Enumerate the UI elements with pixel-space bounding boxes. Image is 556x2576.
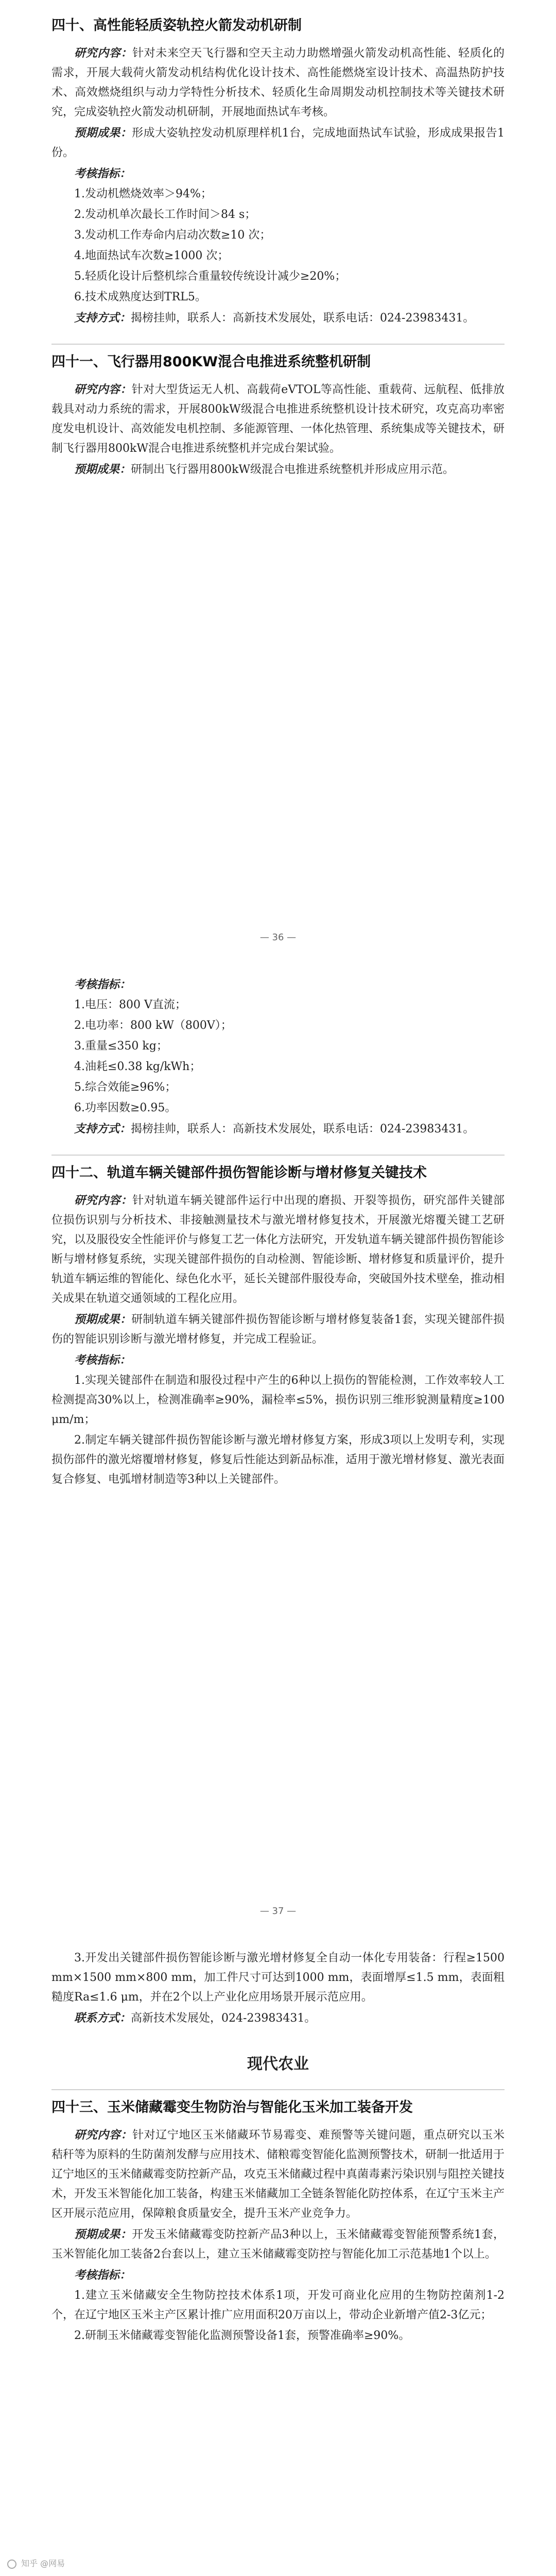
section-title: 四十三、玉米储藏霉变生物防治与智能化玉米加工装备开发	[51, 2089, 505, 2118]
labeled-paragraph	[51, 2125, 505, 2224]
paragraph-label: 预期成果：	[74, 126, 132, 140]
list-item: 1.建立玉米储藏安全生物防控技术体系1项，开发可商业化应用的生物防控菌剂1-2个，在辽宁地区玉米主产区累计推广应用面积20万亩以上，带动企业新增产值2-3亿元；	[51, 2289, 505, 2321]
list-item: 2.电功率：800 kW（800V）；	[74, 1019, 232, 1032]
list-item: 1.发动机燃烧效率＞94%；	[74, 188, 212, 200]
page-content	[51, 1948, 505, 2346]
paragraph-label: 支持方式：	[74, 311, 131, 325]
labeled-paragraph	[51, 460, 505, 480]
list-item: 4.地面热试车次数≥1000 次；	[74, 249, 229, 262]
document-page-3	[0, 1947, 556, 2576]
paragraph-text: 形成大姿轨控发动机原理样机1台，完成地面热试车试验，形成成果报告1份。	[51, 127, 505, 159]
section-title: 四十一、飞行器用800KW混合电推进系统整机研制	[51, 344, 505, 372]
subheading: 考核指标：	[74, 1353, 131, 1367]
list-item: 1.实现关键部件在制造和服役过程中产生的6种以上损伤的智能检测，工作效率较人工检测提高30%以上，检测准确率≥90%，漏检率≤5%，损伤识别三维形貌测量精度≥100 μm/m；	[51, 1374, 505, 1426]
paragraph-text: 针对轨道车辆关键部件运行中出现的磨损、开裂等损伤，研究部件关键部位损伤识别与分析技术、非接触测量技术与激光增材修复技术，开展激光熔覆关键工艺研究，以及服役安全性能评价与修复工艺一体化方法研究，开发轨道车辆关键部件损伤智能诊断与增材修复系统，实现关键部件损伤的自动检测、智能诊断、增材修复和质量评价，提升轨道车辆运维的智能化、绿色化水平，延长关键部件服役寿命，突破国外技术壁垒，推动相关成果在轨道交通领域的工程化应用。	[51, 1194, 505, 1305]
labeled-paragraph	[51, 308, 505, 328]
paragraph-label: 预期成果：	[74, 1313, 132, 1326]
labeled-paragraph	[51, 1310, 505, 1349]
paragraph-text: 研制轨道车辆关键部件损伤智能诊断与增材修复装备1套，实现关键部件损伤的智能识别诊断与激光增材修复，并完成工程验证。	[51, 1313, 505, 1346]
paragraph-label: 研究内容：	[74, 46, 133, 60]
paragraph-text: 研制出飞行器用800kW级混合电推进系统整机并形成应用示范。	[131, 463, 454, 476]
list-item: 6.功率因数≥0.95。	[74, 1101, 177, 1114]
list-item: 5.综合效能≥96%；	[74, 1081, 177, 1094]
labeled-paragraph	[51, 123, 505, 163]
page-content	[51, 15, 505, 480]
paragraph-label: 预期成果：	[74, 2228, 132, 2241]
labeled-paragraph	[51, 380, 505, 459]
page-number: — 36 —	[259, 932, 297, 943]
subheading: 考核指标：	[74, 167, 131, 180]
paragraph-label: 联系方式：	[74, 2011, 131, 2025]
list-item: 1.电压：800 V直流；	[74, 998, 186, 1011]
watermark-text: 知乎 @网易	[21, 2558, 65, 2568]
paragraph-label: 支持方式：	[74, 1122, 131, 1136]
labeled-paragraph	[51, 1191, 505, 1309]
labeled-paragraph	[51, 1119, 505, 1139]
document-page-1	[0, 0, 556, 974]
list-item: 2.制定车辆关键部件损伤智能诊断与激光增材修复方案，形成3项以上发明专利，实现损伤部件的激光熔覆增材修复，修复后性能达到新品标准，适用于激光增材修复、激光表面复合修复、电弧增材制造等3种以上关键部件。	[51, 1434, 505, 1486]
page-number: — 37 —	[259, 1906, 297, 1917]
list-item: 3.开发出关键部件损伤智能诊断与激光增材修复全自动一体化专用装备：行程≥1500 mm×1500 mm×800 mm，加工件尺寸可达到1000 mm，表面增厚≤1.5 mm，表面粗糙度Ra≤1.6 μm，并在2个以上产业化应用场景开展示范应用。	[51, 1952, 505, 2004]
paragraph-label: 研究内容：	[74, 2128, 133, 2142]
list-item: 2.研制玉米储藏霉变智能化监测预警设备1套，预警准确率≥90%。	[74, 2329, 410, 2342]
subheading: 考核指标：	[74, 978, 131, 991]
paragraph-text: 针对辽宁地区玉米储藏环节易霉变、难预警等关键问题，重点研究以玉米秸秆等为原料的生防菌剂发酵与应用技术、储粮霉变智能化监测预警技术，研制一批适用于辽宁地区的玉米储藏霉变防控新产品，攻克玉米储藏过程中真菌毒素污染识别与阻控关键技术，开发玉米智能化加工装备，构建玉米储藏加工全链条智能化防控体系，在辽宁玉米主产区开展示范应用，保障粮食质量安全，提升玉米产业竞争力。	[51, 2129, 505, 2220]
paragraph-label: 研究内容：	[74, 1194, 133, 1207]
category-heading: 现代农业	[247, 2055, 309, 2073]
section-title: 四十、高性能轻质姿轨控火箭发动机研制	[51, 18, 302, 33]
paragraph-text: 揭榜挂帅，联系人：高新技术发展处，联系电话：024-23983431。	[131, 312, 475, 325]
list-item: 6.技术成熟度达到TRL5。	[74, 291, 206, 303]
labeled-paragraph	[51, 2008, 505, 2028]
document-page-2	[0, 974, 556, 1947]
watermark-logo-icon	[7, 2560, 16, 2569]
subheading: 考核指标：	[74, 2268, 131, 2282]
list-item: 3.发动机工作寿命内启动次数≥10 次；	[74, 229, 271, 242]
paragraph-text: 针对大型货运无人机、高载荷eVTOL等高性能、重载荷、远航程、低排放载具对动力系统的需求，开展800kW级混合电推进系统整机设计技术研究，攻克高功率密度发电机设计、高效能发电机控制、多能源管理、一体化热管理、系统集成等关键技术，研制飞行器用800kW混合电推进系统整机并完成台架试验。	[51, 383, 505, 455]
paragraph-text: 开发玉米储藏霉变防控新产品3种以上，玉米储藏霉变智能预警系统1套，玉米智能化加工装备2台套以上，建立玉米储藏霉变防控与智能化加工示范基地1个以上。	[51, 2228, 505, 2261]
paragraph-label: 研究内容：	[74, 383, 132, 396]
watermark	[7, 2557, 65, 2569]
page-content	[51, 975, 505, 1489]
labeled-paragraph	[51, 43, 505, 122]
list-item: 3.重量≤350 kg；	[74, 1040, 168, 1053]
list-item: 2.发动机单次最长工作时间＞84 s；	[74, 208, 256, 221]
paragraph-text: 揭榜挂帅，联系人：高新技术发展处，联系电话：024-23983431。	[131, 1123, 475, 1136]
list-item: 4.油耗≤0.38 kg/kWh；	[74, 1060, 201, 1073]
paragraph-text: 针对未来空天飞行器和空天主动力助燃增强火箭发动机高性能、轻质化的需求，开展大载荷火箭发动机结构优化设计技术、高性能燃烧室设计技术、高温热防护技术、高效燃烧组织与动力学特性分析技术、轻质化生命周期发动机控制技术等关键技术研究，完成姿轨控火箭发动机研制，开展地面热试车考核。	[51, 47, 505, 118]
section-title: 四十二、轨道车辆关键部件损伤智能诊断与增材修复关键技术	[51, 1155, 505, 1183]
labeled-paragraph	[51, 2225, 505, 2264]
paragraph-label: 预期成果：	[74, 463, 131, 476]
paragraph-text: 高新技术发展处，024-23983431。	[131, 2012, 316, 2025]
list-item: 5.轻质化设计后整机综合重量较传统设计减少≥20%；	[74, 270, 346, 283]
